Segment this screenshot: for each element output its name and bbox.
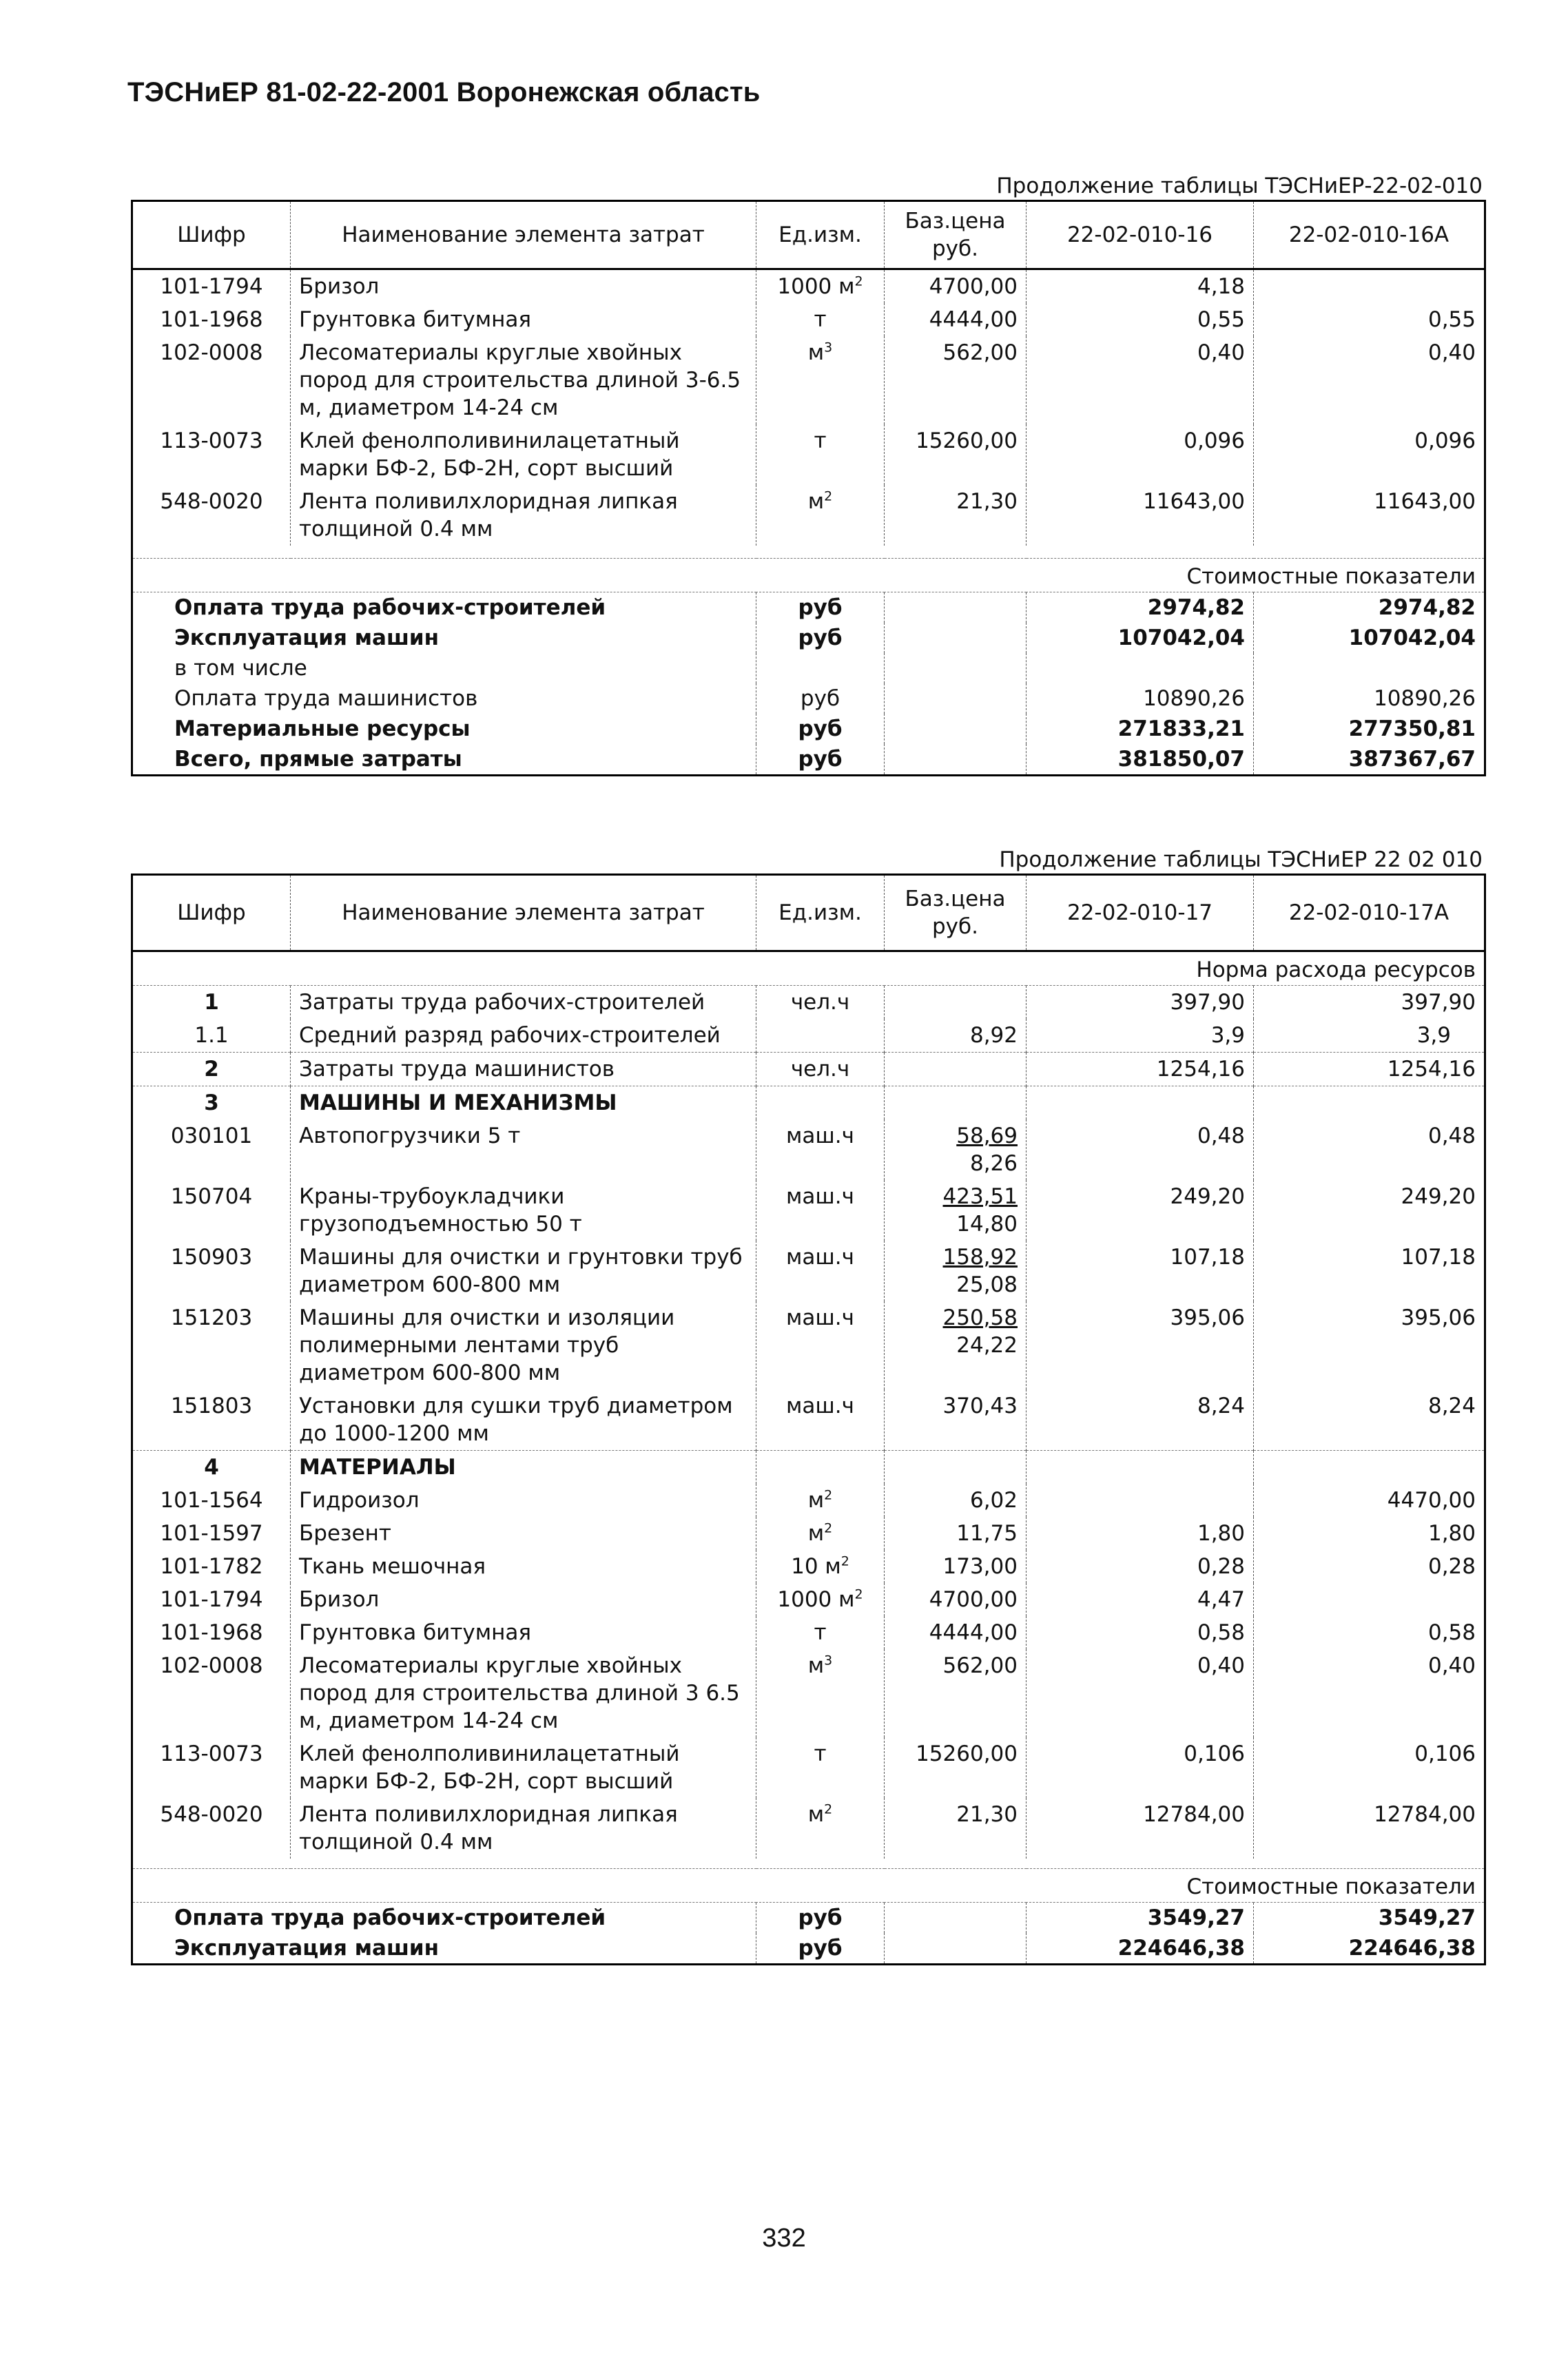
resource-name: Средний разряд рабочих-строителей [291, 1019, 756, 1053]
cost-label: Всего, прямые затраты [174, 747, 462, 772]
cost-row [132, 623, 1485, 653]
resource-name: Клей фенолполивинилацетатный марки БФ-2, БФ-2Н, сорт высший [291, 1737, 756, 1798]
operator-wage: 25,08 [956, 1272, 1018, 1297]
price-fraction [943, 1392, 1018, 1420]
resource-name: Установки для сушки труб диаметром до 1000-1200 мм [291, 1389, 756, 1451]
resource-code: 101-1968 [160, 1620, 263, 1645]
unit-cell: маш.ч [756, 1180, 885, 1241]
machine-price: 58,69 [956, 1124, 1018, 1148]
table-row [132, 269, 1485, 304]
cost-value-1 [1027, 653, 1254, 683]
resource-name: Машины для очистки и грунтовки труб диаметром 600-800 мм [291, 1241, 756, 1301]
value-col-2: 12784,00 [1254, 1798, 1485, 1859]
base-price: 21,30 [885, 485, 1027, 546]
unit-exponent: 2 [824, 1487, 833, 1503]
unit-base: т [814, 1741, 827, 1766]
value-col-2 [1254, 1583, 1485, 1616]
col-price-header: Баз.цена руб. [885, 201, 1027, 269]
unit-cell [756, 1649, 885, 1737]
table-header-row [132, 875, 1485, 951]
base-price [885, 1053, 1027, 1086]
cost-empty [885, 683, 1027, 714]
cost-unit [756, 653, 885, 683]
value-col-2: 107,18 [1254, 1241, 1485, 1301]
labor-row [132, 986, 1485, 1020]
cost-row [132, 683, 1485, 714]
unit-base: т [814, 1620, 827, 1645]
unit-cell: чел.ч [756, 986, 885, 1020]
value-col-2: 397,90 [1254, 986, 1485, 1020]
base-price: 15260,00 [885, 1737, 1027, 1798]
value-col-2: 1,80 [1254, 1517, 1485, 1550]
resource-name: Грунтовка битумная [291, 1616, 756, 1649]
table-row [132, 1484, 1485, 1517]
cost-empty [885, 1903, 1027, 1934]
cost-label: Оплата труда машинистов [174, 686, 478, 711]
unit-base: м [807, 1521, 825, 1546]
resource-name: Брезент [291, 1517, 756, 1550]
resource-code: 101-1564 [160, 1488, 263, 1513]
col-price-header: Баз.цена руб. [885, 875, 1027, 951]
unit-base: м [807, 1653, 825, 1678]
unit-cell [756, 1550, 885, 1583]
col-name-header: Наименование элемента затрат [291, 875, 756, 951]
unit-exponent: 2 [824, 1520, 833, 1536]
value-col-2: 249,20 [1254, 1180, 1485, 1241]
norm-section-header [132, 951, 1485, 986]
value-col-2: 0,55 [1254, 303, 1485, 336]
cost-empty [885, 653, 1027, 683]
unit-cell [756, 424, 885, 485]
unit-base: м [807, 1488, 825, 1513]
cost-row [132, 592, 1485, 623]
operator-wage: 24,22 [956, 1333, 1018, 1358]
table-row [132, 1737, 1485, 1798]
unit-cell: маш.ч [756, 1389, 885, 1451]
section-number: 4 [132, 1451, 291, 1485]
cost-label: Материальные ресурсы [174, 716, 471, 741]
resource-table-2 [131, 874, 1486, 1965]
value-col-2: 0,096 [1254, 424, 1485, 485]
unit-exponent: 2 [824, 488, 833, 504]
value-col-2: 3,9 [1254, 1019, 1485, 1053]
spacer-row [132, 1859, 1485, 1869]
empty-cell [885, 1451, 1027, 1485]
machine-price: 370,43 [942, 1394, 1018, 1418]
base-price: 562,00 [885, 336, 1027, 424]
cost-value-2: 2974,82 [1254, 592, 1485, 623]
table-row [132, 485, 1485, 546]
resource-name: Автопогрузчики 5 т [291, 1119, 756, 1180]
labor-row [132, 1053, 1485, 1086]
price-fraction [943, 1183, 1018, 1238]
base-price-cell [885, 1301, 1027, 1389]
resource-name: Клей фенолполивинилацетатный марки БФ-2, БФ-2Н, сорт высший [291, 424, 756, 485]
value-col-1: 0,40 [1027, 1649, 1254, 1737]
machine-row [132, 1119, 1485, 1180]
table-row [132, 336, 1485, 424]
unit-exponent: 3 [824, 1653, 833, 1668]
cost-value-1: 381850,07 [1027, 744, 1254, 776]
resource-code: 102-0008 [160, 1653, 263, 1678]
base-price-cell [885, 1241, 1027, 1301]
unit-cell: маш.ч [756, 1301, 885, 1389]
value-col-1: 1254,16 [1027, 1053, 1254, 1086]
machine-row [132, 1301, 1485, 1389]
unit-exponent: 3 [824, 340, 833, 355]
unit-cell: маш.ч [756, 1241, 885, 1301]
machine-price: 158,92 [942, 1245, 1018, 1270]
resource-code: 113-0073 [160, 1741, 263, 1766]
machine-row [132, 1241, 1485, 1301]
value-col-2: 1254,16 [1254, 1053, 1485, 1086]
unit-exponent: 2 [854, 1586, 863, 1602]
value-col-1: 0,58 [1027, 1616, 1254, 1649]
resource-name: Лента поливилхлоридная липкая толщиной 0.4 мм [291, 485, 756, 546]
base-price-cell [885, 1389, 1027, 1451]
table-row [132, 1649, 1485, 1737]
value-col-1: 11643,00 [1027, 485, 1254, 546]
base-price: 4700,00 [885, 269, 1027, 304]
resource-name: Затраты труда машинистов [291, 1053, 756, 1086]
base-price: 4700,00 [885, 1583, 1027, 1616]
empty-cell [1254, 1086, 1485, 1120]
value-col-1: 0,096 [1027, 424, 1254, 485]
cost-value-2 [1254, 653, 1485, 683]
col-v1-header: 22-02-010-17 [1027, 875, 1254, 951]
table-row [132, 424, 1485, 485]
unit-exponent: 2 [840, 1553, 849, 1569]
cost-value-1: 2974,82 [1027, 592, 1254, 623]
resource-code: 101-1597 [160, 1521, 263, 1546]
unit-cell [756, 1616, 885, 1649]
col-v2-header: 22-02-010-17А [1254, 875, 1485, 951]
cost-value-2: 10890,26 [1254, 683, 1485, 714]
unit-cell [756, 269, 885, 304]
unit-cell [756, 1583, 885, 1616]
unit-cell [756, 485, 885, 546]
base-price: 11,75 [885, 1517, 1027, 1550]
value-col-2: 4470,00 [1254, 1484, 1485, 1517]
resource-code: 102-0008 [160, 340, 263, 365]
value-col-2: 8,24 [1254, 1389, 1485, 1451]
resource-code: 101-1782 [160, 1554, 263, 1579]
section-row [132, 1451, 1485, 1485]
value-col-1: 0,55 [1027, 303, 1254, 336]
cost-unit: руб [756, 592, 885, 623]
value-col-1: 0,106 [1027, 1737, 1254, 1798]
resource-code: 150704 [170, 1184, 253, 1209]
cost-empty [885, 714, 1027, 744]
empty-cell [1027, 1451, 1254, 1485]
unit-base: 10 м [791, 1554, 841, 1579]
document-title: ТЭСНиЕР 81-02-22-2001 Воронежская область [127, 77, 761, 107]
value-col-1: 3,9 [1027, 1019, 1254, 1053]
table-header-row [132, 201, 1485, 269]
unit-exponent: 2 [824, 1801, 833, 1817]
value-col-1: 395,06 [1027, 1301, 1254, 1389]
unit-cell [756, 303, 885, 336]
unit-base: м [807, 340, 825, 365]
cost-label: в том числе [174, 656, 307, 681]
resource-table-1 [131, 200, 1486, 776]
empty-cell [1254, 1451, 1485, 1485]
value-col-1: 249,20 [1027, 1180, 1254, 1241]
spacer [132, 546, 1485, 559]
empty-cell [756, 1086, 885, 1120]
unit-base: м [807, 1802, 825, 1827]
machine-row [132, 1180, 1485, 1241]
empty-cell [756, 1451, 885, 1485]
resource-code: 1.1 [194, 1023, 229, 1048]
cost-empty [885, 744, 1027, 776]
unit-base: м [807, 489, 825, 514]
cost-value-2: 224646,38 [1254, 1933, 1485, 1965]
resource-name: Гидроизол [291, 1484, 756, 1517]
cost-unit: руб [756, 1933, 885, 1965]
cost-value-2: 277350,81 [1254, 714, 1485, 744]
cost-value-2: 387367,67 [1254, 744, 1485, 776]
unit-cell [756, 1019, 885, 1053]
base-price: 4444,00 [885, 1616, 1027, 1649]
resource-name: Затраты труда рабочих-строителей [291, 986, 756, 1020]
col-v2-header: 22-02-010-16А [1254, 201, 1485, 269]
unit-cell [756, 1484, 885, 1517]
section-title: МАТЕРИАЛЫ [291, 1451, 756, 1485]
cost-value-1: 271833,21 [1027, 714, 1254, 744]
resource-code: 2 [132, 1053, 291, 1086]
base-price: 21,30 [885, 1798, 1027, 1859]
unit-cell: чел.ч [756, 1053, 885, 1086]
resource-code: 150903 [170, 1245, 253, 1270]
cost-unit: руб [756, 744, 885, 776]
resource-code: 030101 [170, 1124, 253, 1148]
value-col-1: 8,24 [1027, 1389, 1254, 1451]
operator-wage: 8,26 [969, 1151, 1018, 1176]
cost-section-header [132, 559, 1485, 592]
resource-code: 101-1794 [160, 274, 263, 299]
resource-code: 151203 [170, 1305, 253, 1330]
col-name-header: Наименование элемента затрат [291, 201, 756, 269]
value-col-2: 0,48 [1254, 1119, 1485, 1180]
col-unit-header: Ед.изм. [756, 875, 885, 951]
cost-label: Эксплуатация машин [174, 1936, 440, 1961]
spacer-row [132, 546, 1485, 559]
unit-base: т [814, 428, 827, 453]
cost-section-label: Стоимостные показатели [132, 1869, 1485, 1903]
cost-row [132, 1933, 1485, 1965]
resource-name: Лесоматериалы круглые хвойных пород для строительства длиной 3-6.5 м, диаметром 14-24 см [291, 336, 756, 424]
price-fraction [943, 1243, 1018, 1299]
value-col-2: 0,106 [1254, 1737, 1485, 1798]
operator-wage: 14,80 [956, 1212, 1018, 1237]
cost-section-label: Стоимостные показатели [132, 559, 1485, 592]
table2-caption: Продолжение таблицы ТЭСНиЕР 22 02 010 [999, 847, 1483, 872]
spacer [132, 1859, 1485, 1869]
table-row [132, 1798, 1485, 1859]
cost-section-header [132, 1869, 1485, 1903]
machine-price: 423,51 [942, 1184, 1018, 1209]
section-number: 3 [132, 1086, 291, 1120]
value-col-2: 0,58 [1254, 1616, 1485, 1649]
labor-row [132, 1019, 1485, 1053]
unit-cell [756, 336, 885, 424]
resource-name: Бризол [291, 1583, 756, 1616]
table1-caption: Продолжение таблицы ТЭСНиЕР-22-02-010 [996, 174, 1483, 198]
value-col-2 [1254, 269, 1485, 304]
price-fraction [956, 1122, 1018, 1177]
resource-name: Лента поливилхлоридная липкая толщиной 0.4 мм [291, 1798, 756, 1859]
unit-cell [756, 1798, 885, 1859]
resource-name: Бризол [291, 269, 756, 304]
unit-base: 1000 м [777, 1587, 855, 1612]
resource-code: 1 [204, 990, 219, 1015]
table-row [132, 1616, 1485, 1649]
cost-value-1: 107042,04 [1027, 623, 1254, 653]
cost-label: Оплата труда рабочих-строителей [174, 1905, 606, 1930]
col-code-header: Шифр [132, 875, 291, 951]
resource-code: 548-0020 [160, 1802, 263, 1827]
resource-code: 113-0073 [160, 428, 263, 453]
resource-name: Машины для очистки и изоляции полимерными лентами труб диаметром 600-800 мм [291, 1301, 756, 1389]
resource-name: Лесоматериалы круглые хвойных пород для строительства длиной 3 6.5 м, диаметром 14-24 см [291, 1649, 756, 1737]
resource-code: 101-1968 [160, 307, 263, 332]
resource-name: Ткань мешочная [291, 1550, 756, 1583]
machine-price: 250,58 [942, 1305, 1018, 1330]
cost-label: Эксплуатация машин [174, 626, 440, 650]
value-col-1: 397,90 [1027, 986, 1254, 1020]
value-col-2: 0,40 [1254, 336, 1485, 424]
cost-empty [885, 623, 1027, 653]
base-price: 4444,00 [885, 303, 1027, 336]
table-row [132, 303, 1485, 336]
value-col-2: 0,28 [1254, 1550, 1485, 1583]
table-row [132, 1517, 1485, 1550]
col-v1-header: 22-02-010-16 [1027, 201, 1254, 269]
resource-name: Грунтовка битумная [291, 303, 756, 336]
value-col-1 [1027, 1484, 1254, 1517]
unit-cell [756, 1517, 885, 1550]
cost-value-2: 107042,04 [1254, 623, 1485, 653]
unit-base: 1000 м [777, 274, 855, 299]
value-col-1: 0,48 [1027, 1119, 1254, 1180]
cost-row [132, 653, 1485, 683]
base-price: 6,02 [885, 1484, 1027, 1517]
unit-base: т [814, 307, 827, 332]
section-row [132, 1086, 1485, 1120]
resource-code: 101-1794 [160, 1587, 263, 1612]
cost-value-1: 3549,27 [1027, 1903, 1254, 1934]
base-price: 8,92 [885, 1019, 1027, 1053]
col-code-header: Шифр [132, 201, 291, 269]
cost-value-1: 224646,38 [1027, 1933, 1254, 1965]
value-col-1: 4,18 [1027, 269, 1254, 304]
base-price: 15260,00 [885, 424, 1027, 485]
value-col-1: 107,18 [1027, 1241, 1254, 1301]
value-col-2: 0,40 [1254, 1649, 1485, 1737]
unit-cell [756, 1737, 885, 1798]
cost-unit: руб [756, 683, 885, 714]
value-col-1: 12784,00 [1027, 1798, 1254, 1859]
price-fraction [943, 1304, 1018, 1359]
col-unit-header: Ед.изм. [756, 201, 885, 269]
empty-cell [885, 1086, 1027, 1120]
base-price: 173,00 [885, 1550, 1027, 1583]
machine-row [132, 1389, 1485, 1451]
cost-unit: руб [756, 623, 885, 653]
resource-code: 151803 [170, 1394, 253, 1418]
cost-value-2: 3549,27 [1254, 1903, 1485, 1934]
table-row [132, 1583, 1485, 1616]
value-col-1: 4,47 [1027, 1583, 1254, 1616]
page-number: 332 [762, 2224, 806, 2253]
table-row [132, 1550, 1485, 1583]
base-price [885, 986, 1027, 1020]
unit-cell: маш.ч [756, 1119, 885, 1180]
resource-name: Краны-трубоукладчики грузоподъемностью 50 т [291, 1180, 756, 1241]
value-col-1: 1,80 [1027, 1517, 1254, 1550]
base-price-cell [885, 1119, 1027, 1180]
base-price: 562,00 [885, 1649, 1027, 1737]
cost-section-label: Норма расхода ресурсов [132, 951, 1485, 986]
cost-label: Оплата труда рабочих-строителей [174, 595, 606, 620]
cost-unit: руб [756, 1903, 885, 1934]
cost-row [132, 744, 1485, 776]
cost-empty [885, 1933, 1027, 1965]
cost-row [132, 714, 1485, 744]
unit-exponent: 2 [854, 273, 863, 289]
cost-empty [885, 592, 1027, 623]
empty-cell [1027, 1086, 1254, 1120]
base-price-cell [885, 1180, 1027, 1241]
value-col-1: 0,40 [1027, 336, 1254, 424]
value-col-1: 0,28 [1027, 1550, 1254, 1583]
value-col-2: 11643,00 [1254, 485, 1485, 546]
resource-code: 548-0020 [160, 489, 263, 514]
value-col-2: 395,06 [1254, 1301, 1485, 1389]
cost-value-1: 10890,26 [1027, 683, 1254, 714]
section-title: МАШИНЫ И МЕХАНИЗМЫ [291, 1086, 756, 1120]
cost-unit: руб [756, 714, 885, 744]
cost-row [132, 1903, 1485, 1934]
